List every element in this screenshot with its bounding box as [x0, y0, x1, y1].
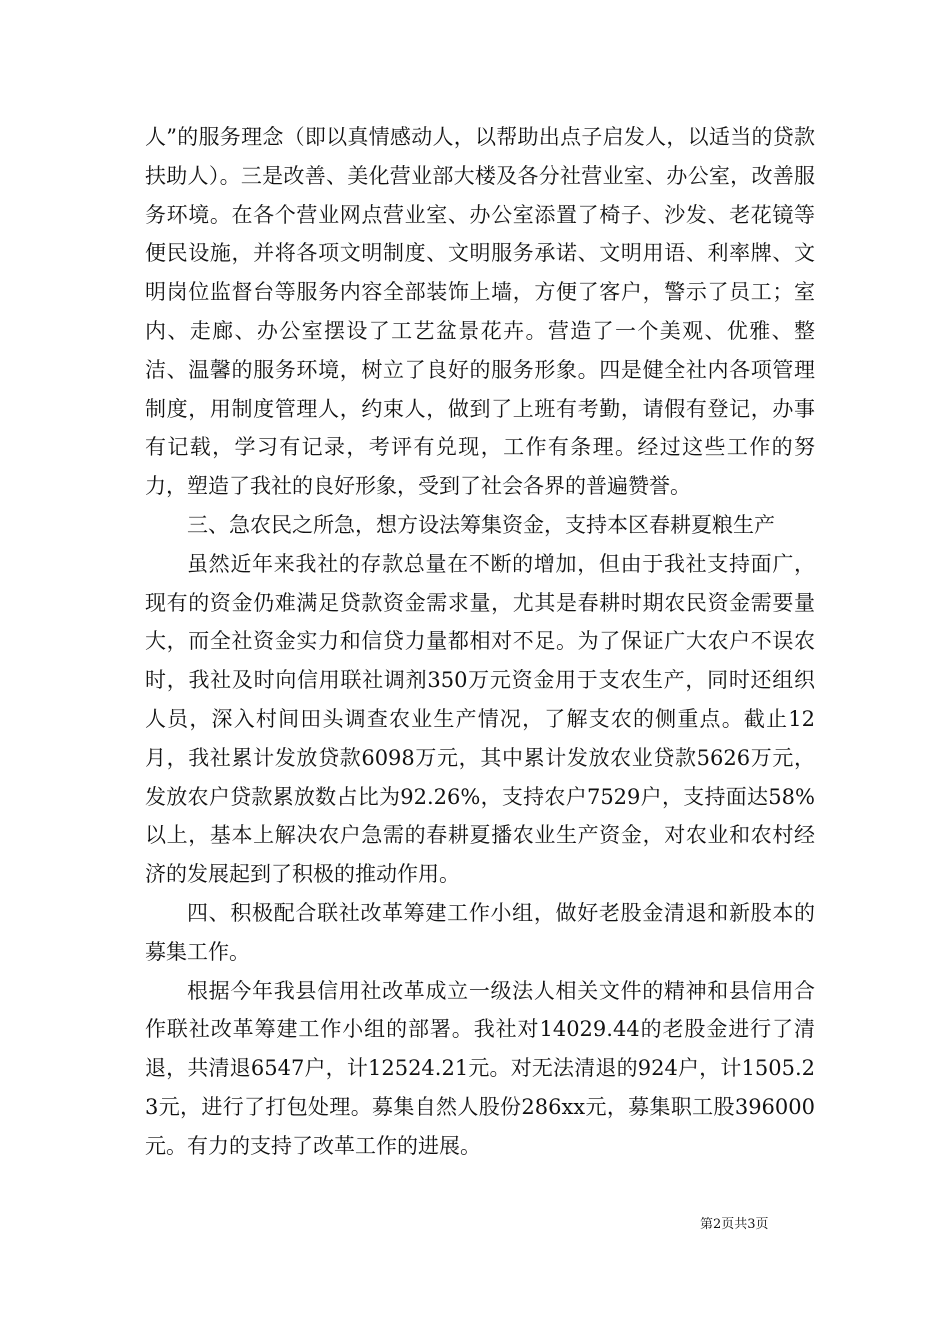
section-heading-spring-farming: 三、急农民之所急，想方设法筹集资金，支持本区春耕夏粮生产 [187, 512, 775, 537]
paragraph-share-refund: 根据今年我县信用社改革成立一级法人相关文件的精神和县信用合作联社改革筹建工作小组的部署。我社对14029.44的老股金进行了清退，共清退6547户，计12524.21元。对无法清退的924户，计1505.23元，进行了打包处理。募集自然人股份286xx元，募集职工股396000元。有力的支持了改革工作的进展。 [145, 978, 815, 1158]
section-heading-share-capital: 四、积极配合联社改革筹建工作小组，做好老股金清退和新股本的募集工作。 [145, 900, 815, 964]
paragraph-loan-support: 虽然近年来我社的存款总量在不断的增加，但由于我社支持面广，现有的资金仍难满足贷款资金需求量，尤其是春耕时期农民资金需要量大，而全社资金实力和信贷力量都相对不足。为了保证广大农户不误农时，我社及时向信用联社调剂350万元资金用于支农生产，同时还组织人员，深入村间田头调查农业生产情况，了解支农的侧重点。截止12月，我社累计发放贷款6098万元，其中累计发放农业贷款5626万元，发放农户贷款累放数占比为92.26%，支持农户7529户，支持面达58%以上，基本上解决农户急需的春耕夏播农业生产资金，对农业和农村经济的发展起到了积极的推动作用。 [145, 551, 815, 887]
paragraph-service-environment: 人”的服务理念（即以真情感动人，以帮助出点子启发人，以适当的贷款扶助人）。三是改善、美化营业部大楼及各分社营业室、办公室，改善服务环境。在各个营业网点营业室、办公室添置了椅子、沙发、老花镜等便民设施，并将各项文明制度、文明服务承诺、文明用语、利率牌、文明岗位监督台等服务内容全部装饰上墙，方便了客户，警示了员工；室内、走廊、办公室摆设了工艺盆景花卉。营造了一个美观、优雅、整洁、温馨的服务环境，树立了良好的服务形象。四是健全社内各项管理制度，用制度管理人，约束人，做到了上班有考勤，请假有登记，办事有记载，学习有记录，考评有兑现，工作有条理。经过这些工作的努力，塑造了我社的良好形象，受到了社会各界的普遍赞誉。 [145, 125, 815, 499]
page-number-footer: 第2页共3页 [700, 1217, 769, 1232]
document-body [145, 118, 815, 1166]
